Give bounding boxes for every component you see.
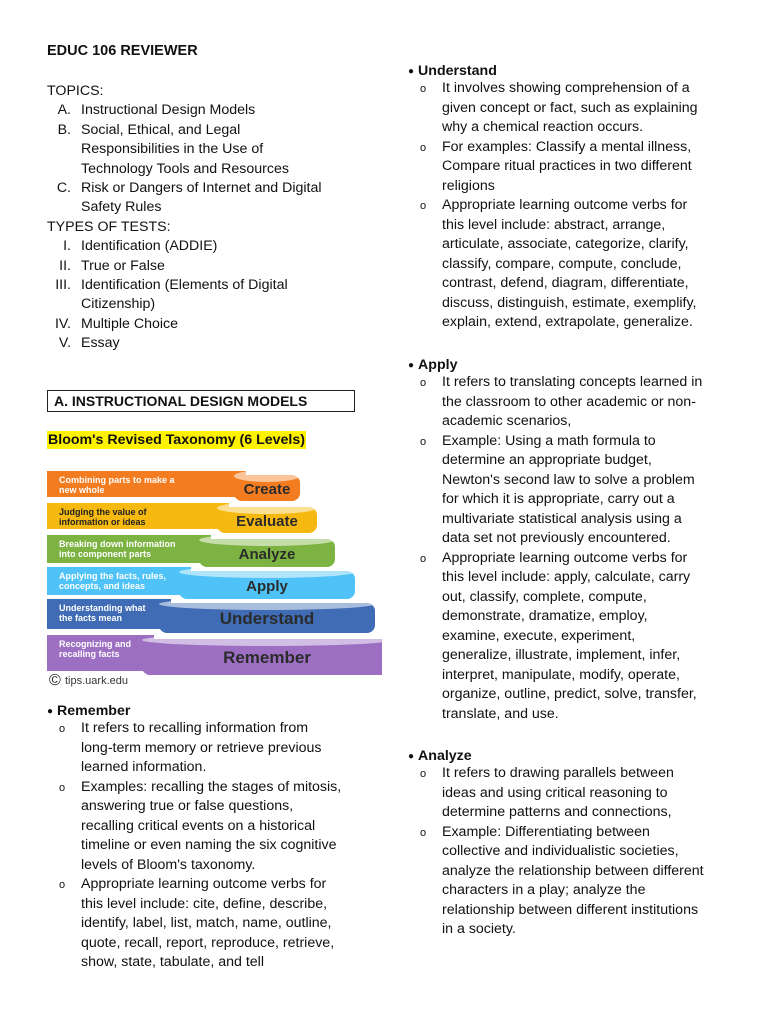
- pyramid-desc: recalling facts: [59, 649, 120, 659]
- analyze-bullet-line: collective and individualistic societies,: [442, 843, 679, 859]
- pyramid-desc: Applying the facts, rules,: [59, 571, 167, 581]
- understand-bullet-line: For examples: Classify a mental illness,: [442, 138, 692, 155]
- topics-item-line: [47, 121, 322, 140]
- topics-item-line: [47, 179, 322, 198]
- tests-item-line: [47, 257, 322, 276]
- remember-bullet: [47, 875, 367, 973]
- tests-item-line: [47, 276, 322, 295]
- pyramid-tier-cap: [179, 566, 355, 578]
- analyze-bullet-line: analyze the relationship between different: [442, 862, 704, 879]
- topics-item-text: Safety Rules: [81, 199, 162, 216]
- pyramid-desc: new whole: [59, 485, 105, 495]
- understand-bullet: [408, 138, 738, 197]
- apply-bullet-line: Appropriate learning outcome verbs for: [442, 549, 688, 566]
- topics-label: TOPICS:: [47, 83, 104, 99]
- topics-item-marker: [47, 140, 71, 159]
- understand-bullet-line: explain, extend, extrapolate, generalize.: [442, 314, 693, 330]
- tests-item-line: [47, 295, 322, 314]
- remember-bullet-line: show, state, tabulate, and tell: [81, 954, 264, 970]
- pyramid-tier-evaluate: [47, 502, 317, 533]
- analyze-bullet-line: It refers to drawing parallels between: [442, 765, 674, 781]
- remember-bullet-line: answering true or false questions,: [81, 798, 294, 814]
- understand-bullet-text: [442, 196, 738, 333]
- remember-bullet-line: identify, label, list, match, name, outline,: [81, 915, 332, 931]
- remember-bullet-line: Appropriate learning outcome verbs for: [81, 876, 327, 892]
- remember-bullet: [47, 719, 367, 778]
- section-understand: [408, 63, 738, 333]
- apply-bullet-line: It refers to translating concepts learned in: [442, 374, 703, 390]
- apply-bullet-line: interpret, manipulate, modify, operate,: [442, 666, 680, 683]
- analyze-bullet: [408, 823, 738, 940]
- topics-item-marker: B.: [57, 121, 71, 138]
- document-title: EDUC 106 REVIEWER: [47, 43, 198, 59]
- understand-bullet-line: discuss, distinguish, estimate, exemplify,: [442, 294, 697, 311]
- apply-bullet-line: out, classify, complete, compute,: [442, 588, 647, 605]
- apply-bullet-line: the classroom to other academic or non-: [442, 393, 696, 410]
- understand-bullet-line: why a chemical reaction occurs.: [442, 119, 644, 135]
- topics-item-marker: [47, 198, 71, 217]
- section-apply: [408, 357, 738, 724]
- apply-bullet-line: this level include: apply, calculate, carry: [442, 569, 691, 585]
- remember-bullet-line: long-term memory or retrieve previous: [81, 739, 322, 756]
- apply-bullets: [408, 373, 738, 724]
- analyze-bullet: [408, 764, 738, 823]
- pyramid-desc: information or ideas: [59, 517, 146, 527]
- apply-bullet-line: generalize, illustrate, implement, infer,: [442, 647, 681, 663]
- pyramid-credit: tips.uark.edu: [65, 675, 128, 687]
- tests-item-marker: III.: [55, 277, 71, 294]
- tests-item-line: [47, 237, 322, 256]
- remember-bullet-text: [81, 778, 367, 876]
- analyze-bullet-line: relationship between different institutions: [442, 901, 699, 918]
- tests-item-line: [47, 334, 322, 353]
- remember-bullet-line: learned information.: [81, 759, 207, 775]
- tests-item-text: Citizenship): [81, 296, 156, 313]
- circle-bullet-icon: o: [59, 879, 66, 891]
- topics-item-line: [47, 198, 322, 217]
- analyze-bullet-text: [442, 764, 738, 823]
- apply-bullet-text: [442, 432, 738, 549]
- apply-bullet-line: academic scenarios,: [442, 413, 572, 429]
- understand-bullet-line: Appropriate learning outcome verbs for: [442, 197, 688, 213]
- apply-bullet-line: Example: Using a math formula to: [442, 432, 656, 449]
- apply-bullet-line: for which it is appropriate, carry out a: [442, 491, 675, 507]
- remember-bullet-line: recalling critical events on a historical: [81, 817, 316, 834]
- analyze-bullet-line: ideas and using critical reasoning to: [442, 784, 668, 801]
- pyramid-desc: into component parts: [59, 549, 151, 559]
- circle-bullet-icon: o: [59, 781, 66, 794]
- apply-bullet: [408, 373, 738, 432]
- section-remember: [47, 703, 367, 973]
- pyramid-tier-apply: [47, 566, 355, 599]
- understand-bullet-line: given concept or fact, such as explaining: [442, 99, 698, 116]
- analyze-bullet-text: [442, 823, 738, 940]
- tests-item-text: Multiple Choice: [81, 315, 178, 332]
- pyramid-desc: Breaking down information: [59, 539, 176, 549]
- understand-bullet-line: Compare ritual practices in two different: [442, 158, 692, 174]
- pyramid-tier-understand: [47, 598, 375, 633]
- remember-bullet-text: [81, 875, 367, 973]
- circle-bullet-icon: o: [420, 435, 427, 448]
- tests-label: TYPES OF TESTS:: [47, 218, 171, 235]
- remember-bullet-line: Examples: recalling the stages of mitosis,: [81, 778, 342, 795]
- apply-bullet-line: multivariate statistical analysis using a: [442, 510, 682, 527]
- pyramid-desc: Understanding what: [59, 603, 146, 613]
- tests-item-marker: V.: [58, 335, 71, 352]
- pyramid-desc: Judging the value of: [59, 507, 147, 517]
- circle-bullet-icon: o: [420, 826, 427, 839]
- circle-bullet-icon: o: [420, 768, 427, 780]
- analyze-bullet-line: characters in a play; analyze the: [442, 882, 646, 898]
- topics-item-text: Social, Ethical, and Legal: [81, 121, 241, 138]
- apply-bullet-line: translate, and use.: [442, 705, 559, 722]
- pyramid-tier-remember: [47, 634, 382, 675]
- remember-bullet-text: [81, 719, 367, 778]
- understand-bullet: [408, 79, 738, 138]
- analyze-bullet-line: determine patterns and connections,: [442, 804, 672, 820]
- circle-bullet-icon: o: [420, 141, 427, 154]
- topics-item-line: [47, 160, 322, 179]
- topics-item-text: Technology Tools and Resources: [81, 160, 289, 177]
- pyramid-tier-create: [47, 470, 300, 501]
- circle-bullet-icon: o: [420, 552, 427, 565]
- understand-bullet-line: contrast, defend, diagram, differentiate,: [442, 275, 689, 291]
- pyramid-desc: Recognizing and: [59, 639, 131, 649]
- topics-list: [47, 82, 322, 354]
- apply-bullet-line: Newton's second law to solve a problem: [442, 471, 695, 488]
- tests-items: [47, 237, 322, 353]
- pyramid-tier-cap: [199, 534, 335, 546]
- apply-bullet-text: [442, 373, 738, 432]
- tests-item-text: True or False: [81, 257, 165, 274]
- analyze-bullet-line: Example: Differentiating between: [442, 823, 650, 840]
- bullet-dot-icon: ●: [408, 66, 415, 77]
- tests-item-text: Identification (Elements of Digital: [81, 277, 288, 294]
- remember-bullet-line: timeline or even naming the six cognitive: [81, 837, 337, 853]
- pyramid-desc: concepts, and ideas: [59, 581, 146, 591]
- topics-item-line: [47, 101, 322, 120]
- apply-bullet-line: demonstrate, dramatize, employ,: [442, 608, 648, 624]
- remember-bullet: [47, 778, 367, 876]
- topics-item-marker: A.: [57, 102, 71, 119]
- tests-item-marker: IV.: [54, 315, 71, 332]
- pyramid-tier-cap: [142, 634, 382, 646]
- remember-bullet-line: levels of Bloom's taxonomy.: [81, 856, 256, 873]
- apply-heading: ● Apply: [408, 357, 458, 373]
- apply-bullet-text: [442, 549, 738, 725]
- apply-bullet: [408, 549, 738, 725]
- understand-bullets: [408, 79, 738, 333]
- analyze-bullet-line: in a society.: [442, 921, 516, 937]
- tests-item-marker: I.: [63, 238, 71, 255]
- understand-bullet: [408, 196, 738, 333]
- pyramid-level-name: Evaluate: [236, 513, 298, 530]
- topics-item-text: Risk or Dangers of Internet and Digital: [81, 180, 322, 197]
- pyramid-level-name: Understand: [219, 609, 315, 628]
- pyramid-desc: Combining parts to make a: [59, 475, 175, 485]
- understand-bullet-text: [442, 79, 738, 138]
- understand-bullet-text: [442, 138, 738, 197]
- pyramid-desc: the facts mean: [59, 613, 123, 623]
- circle-bullet-icon: o: [420, 83, 427, 95]
- circle-bullet-icon: o: [420, 377, 427, 389]
- section-heading-box: A. INSTRUCTIONAL DESIGN MODELS: [47, 390, 355, 412]
- pyramid-level-name: Create: [243, 481, 291, 498]
- pyramid-level-name: Apply: [246, 578, 288, 595]
- understand-bullet-line: classify, compare, compute, conclude,: [442, 255, 682, 272]
- section-analyze: [408, 748, 738, 940]
- remember-heading: ● Remember: [47, 703, 131, 719]
- topics-items: [47, 101, 322, 217]
- topics-item-text: Responsibilities in the Use of: [81, 141, 264, 158]
- analyze-bullets: [408, 764, 738, 940]
- tests-item-marker: II.: [59, 257, 71, 274]
- understand-bullet-line: It involves showing comprehension of a: [442, 80, 690, 96]
- topics-item-marker: [47, 160, 71, 179]
- topics-item-text: Instructional Design Models: [81, 102, 256, 119]
- understand-bullet-line: articulate, associate, categorize, clarify,: [442, 236, 689, 252]
- tests-item-line: [47, 315, 322, 334]
- apply-bullet-line: organize, outline, predict, solve, transfer,: [442, 686, 697, 702]
- pyramid-tier-analyze: [47, 534, 335, 567]
- understand-heading: ● Understand: [408, 63, 497, 79]
- topics-item-marker: C.: [56, 180, 71, 197]
- remember-bullet-line: It refers to recalling information from: [81, 720, 309, 736]
- understand-bullet-line: this level include: abstract, arrange,: [442, 216, 666, 233]
- remember-bullets: [47, 719, 367, 973]
- pyramid-level-name: Remember: [223, 648, 311, 667]
- bullet-dot-icon: ●: [47, 706, 54, 717]
- apply-bullet-line: determine an appropriate budget,: [442, 452, 652, 468]
- topics-item-line: [47, 140, 322, 159]
- pyramid-level-name: Analyze: [238, 546, 296, 563]
- remember-bullet-line: quote, recall, report, reproduce, retrieve,: [81, 934, 335, 951]
- apply-bullet-line: data set not previously encountered.: [442, 530, 671, 546]
- copyright-icon: ©: [49, 672, 61, 689]
- tests-item-text: Identification (ADDIE): [81, 238, 218, 255]
- understand-bullet-line: religions: [442, 177, 495, 194]
- remember-bullet-line: this level include: cite, define, describe,: [81, 895, 328, 912]
- tests-item-text: Essay: [81, 335, 120, 352]
- bullet-dot-icon: ●: [408, 751, 415, 762]
- circle-bullet-icon: o: [59, 723, 66, 735]
- analyze-heading: ● Analyze: [408, 748, 472, 764]
- highlighted-subheading: Bloom's Revised Taxonomy (6 Levels): [48, 432, 305, 448]
- apply-bullet: [408, 432, 738, 549]
- apply-bullet-line: examine, execute, experiment,: [442, 627, 636, 644]
- bullet-dot-icon: ●: [408, 360, 415, 371]
- tests-item-marker: [47, 295, 71, 314]
- circle-bullet-icon: o: [420, 200, 427, 212]
- bloom-taxonomy-pyramid: [47, 463, 382, 698]
